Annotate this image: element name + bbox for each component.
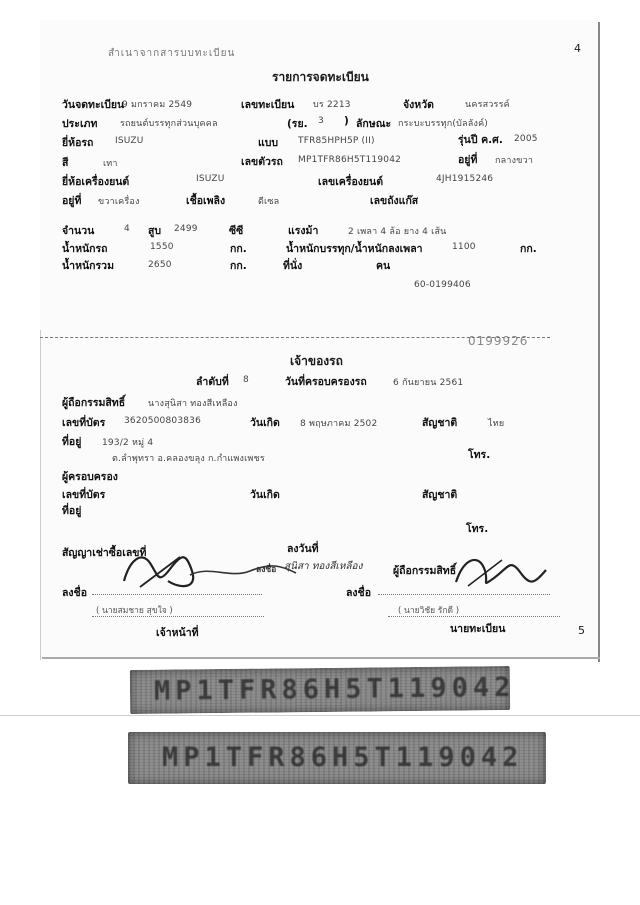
document-edge-left	[40, 330, 41, 660]
engine-no-value: 4JH1915246	[436, 174, 494, 184]
count-value: 4	[124, 224, 130, 234]
official-name-line	[92, 616, 264, 617]
registrar-name-line	[388, 616, 560, 617]
color-label: สี	[62, 157, 69, 169]
model-label: แบบ	[258, 137, 279, 149]
engine-brand-label: ยี่ห้อเครื่องยนต์	[62, 176, 130, 188]
rs-close: )	[344, 115, 349, 127]
reg-no-label: เลขทะเบียน	[241, 99, 295, 111]
reg-date-label: วันจดทะเบียน	[62, 99, 125, 111]
chassis-rubbing-1	[130, 666, 516, 714]
rs-label: (รย.	[287, 118, 308, 130]
reg-no-value: บร 2213	[313, 100, 351, 110]
page-number-bottom: 5	[578, 624, 585, 637]
dob-value: 8 พฤษภาคม 2502	[300, 419, 378, 429]
person-label: คน	[376, 260, 391, 272]
registration-title: รายการจดทะเบียน	[272, 70, 369, 84]
chassis-rubbing-2-text: MP1TFR86H5T119042	[162, 742, 524, 773]
chassis-value: MP1TFR86H5T119042	[298, 155, 402, 165]
seq-value: 8	[243, 375, 249, 385]
seat-label: ที่นั่ง	[283, 260, 303, 272]
possess-date-label: วันที่ครอบครองรถ	[285, 376, 367, 388]
page-fold-line	[0, 715, 640, 716]
address-line2: ต.ลำพุทรา อ.คลองขลุง ก.กำแพงเพชร	[112, 454, 265, 464]
seq-label: ลำดับที่	[196, 376, 229, 388]
total-weight-unit: กก.	[230, 260, 247, 272]
occupant-id-label: เลขที่บัตร	[62, 489, 106, 501]
brand-value: ISUZU	[115, 136, 144, 146]
province-label: จังหวัด	[403, 99, 434, 111]
total-weight-value: 2650	[148, 260, 172, 270]
owner-signature	[450, 548, 550, 592]
id-label: เลขที่บัตร	[62, 417, 106, 429]
gas-label: เลขถังแก๊ส	[370, 195, 419, 207]
nationality-label: สัญชาติ	[422, 417, 458, 429]
owner-name-value: นางสุนิสา ทองสีเหลือง	[148, 399, 238, 409]
year-label: รุ่นปี ค.ศ.	[458, 134, 503, 146]
copy-stamp: สำเนาจากสารบบทะเบียน	[108, 48, 236, 59]
document-edge-right	[598, 22, 600, 662]
location-value: กลางขวา	[495, 156, 534, 166]
load-value: 1100	[452, 242, 476, 252]
load-label: น้ำหนักบรรทุก/น้ำหนักลงเพลา	[286, 243, 423, 255]
year-value: 2005	[514, 134, 538, 144]
occupant-label: ผู้ครอบครอง	[62, 471, 118, 483]
engine-brand-value: ISUZU	[196, 174, 225, 184]
engine-loc-value: ขวาเครื่อง	[98, 197, 140, 207]
reg-date-value: 9 มกราคม 2549	[122, 100, 193, 110]
tel-label: โทร.	[468, 449, 491, 461]
address-label: ที่อยู่	[62, 436, 82, 448]
engine-no-label: เลขเครื่องยนต์	[318, 176, 384, 188]
axles-wheels-value: 2 เพลา 4 ล้อ ยาง 4 เส้น	[348, 227, 447, 237]
faded-document-number: 0199926	[468, 334, 529, 348]
total-weight-label: น้ำหนักรวม	[62, 260, 114, 272]
type-label: ประเภท	[62, 118, 98, 130]
address-line1: 193/2 หมู่ 4	[102, 438, 154, 448]
nature-label: ลักษณะ	[356, 118, 392, 130]
chassis-rubbing-2	[128, 732, 546, 784]
sign-line-right	[378, 594, 550, 595]
official-name: ( นายสมชาย สุขใจ )	[96, 606, 173, 616]
page-number-top: 4	[574, 42, 581, 55]
sign-line-left	[92, 594, 262, 595]
received-sign-label: ลงชื่อ	[256, 565, 277, 575]
document-number: 60-0199406	[414, 280, 471, 290]
cyl-label: สูบ	[148, 225, 162, 237]
nationality-value: ไทย	[488, 419, 505, 429]
chassis-rubbing-1-text: MP1TFR86H5T119042	[153, 671, 516, 707]
owner-sign-role: ผู้ถือกรรมสิทธิ์	[393, 565, 457, 577]
occupant-address-label: ที่อยู่	[62, 505, 82, 517]
load-unit: กก.	[520, 243, 537, 255]
dob-label: วันเกิด	[250, 417, 280, 429]
model-value: TFR85HPH5P (II)	[298, 136, 375, 146]
official-title: เจ้าหน้าที่	[156, 627, 199, 639]
nature-value: กระบะบรรทุก(บัลลังค์)	[398, 119, 489, 129]
color-value: เทา	[103, 159, 118, 169]
possess-date-value: 6 กันยายน 2561	[393, 378, 464, 388]
section-divider	[40, 337, 550, 338]
occupant-nationality-label: สัญชาติ	[422, 489, 458, 501]
owner-section-title: เจ้าของรถ	[290, 354, 343, 368]
owner-label: ผู้ถือกรรมสิทธิ์	[62, 397, 126, 409]
fuel-label: เชื้อเพลิง	[186, 195, 226, 207]
registrar-title: นายทะเบียน	[450, 623, 506, 635]
type-value: รถยนต์บรรทุกส่วนบุคคล	[120, 119, 218, 129]
contract-label: สัญญาเช่าซื้อเลขที่	[62, 547, 147, 559]
chassis-label: เลขตัวรถ	[241, 156, 283, 168]
sign-label-right: ลงชื่อ	[346, 587, 371, 599]
weight-unit: กก.	[230, 243, 247, 255]
rs-value: 3	[318, 116, 324, 126]
document-edge-bottom	[42, 657, 600, 659]
province-value: นครสวรรค์	[465, 100, 510, 110]
hp-label: แรงม้า	[288, 225, 319, 237]
cc-label: ซีซี	[229, 225, 244, 237]
weight-label: น้ำหนักรถ	[62, 243, 108, 255]
weight-value: 1550	[150, 242, 174, 252]
id-value: 3620500803836	[124, 416, 202, 426]
registrar-name: ( นายวิชัย รักดี )	[398, 606, 460, 616]
received-sign-name: สุนิสา ทองสีเหลือง	[284, 561, 363, 572]
occupant-dob-label: วันเกิด	[250, 489, 280, 501]
location-label: อยู่ที่	[458, 154, 478, 166]
brand-label: ยี่ห้อรถ	[62, 137, 94, 149]
engine-loc-label: อยู่ที่	[62, 195, 82, 207]
occupant-tel-label: โทร.	[466, 523, 489, 535]
count-label: จำนวน	[62, 225, 95, 237]
fuel-value: ดีเซล	[258, 197, 280, 207]
sign-label-left: ลงชื่อ	[62, 587, 87, 599]
cc-value: 2499	[174, 224, 198, 234]
contract-dated-label: ลงวันที่	[287, 543, 319, 555]
